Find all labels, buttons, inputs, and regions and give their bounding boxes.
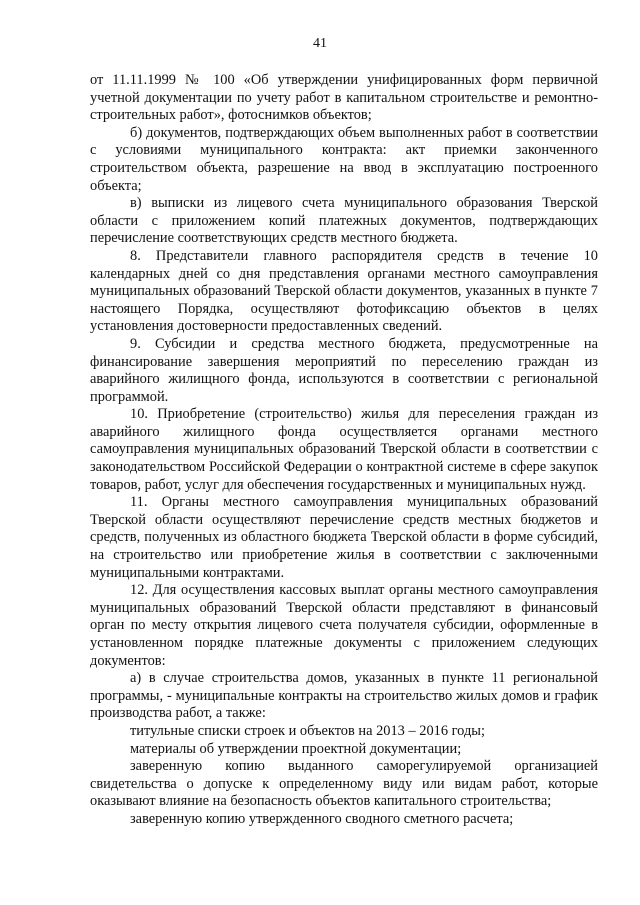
paragraph-12: 12. Для осуществления кассовых выплат органы местного самоуправления муниципальных образований Тверской области представляют в финансовый орган по месту открытия лицевого счета получателя субсидии, оформленные в установленном порядке платежные документы с приложением следующих документов: [90,582,598,669]
paragraph-11: 11. Органы местного самоуправления муниципальных образований Тверской области осуществляют перечисление средств местных бюджетов и средств, полученных из областного бюджета Тверской области в форме субсидий, на строительство или приобретение жилья в соответствии с заключенными муниципальными контрактами. [90,494,598,581]
list-item-title-lists: титульные списки строек и объектов на 2013 – 2016 годы; [130,722,485,739]
paragraph-10: 10. Приобретение (строительство) жилья для переселения граждан из аварийного жилищного фонда осуществляется органами местного самоуправления муниципальных образований Тверской области в соответствии с законодательством Российской Федерации о контрактной системе в сфере закупок товаров, работ, услуг для обеспечения государственных и муниципальных нужд. [90,406,598,493]
list-item-estimate-copy: заверенную копию утвержденного сводного сметного расчета; [130,810,514,827]
document-body [90,72,598,829]
page-number: 41 [313,36,327,51]
paragraph-9: 9. Субсидии и средства местного бюджета, предусмотренные на финансирование завершения мероприятий по переселению граждан из аварийного жилищного фонда, используются в соответствии с региональной программой. [90,335,598,405]
paragraph-item-v: в) выписки из лицевого счета муниципального образования Тверской области с приложением копий платежных документов, подтверждающих перечисление соответствующих средств местного бюджета. [90,195,598,247]
list-item-sro-certificate: заверенную копию выданного саморегулируемой организацией свидетельства о допуске к определенному виду или видам работ, которые оказывают влияние на безопасность объектов капитального строительства; [90,758,598,810]
paragraph-item-b: б) документов, подтверждающих объем выполненных работ в соответствии с условиями муниципального контракта: акт приемки законченного строительством объекта, разрешение на ввод в эксплуатацию построенного объекта; [90,124,598,194]
paragraph-continuation: от 11.11.1999 № 100 «Об утверждении унифицированных форм первичной учетной документации по учету работ в капитальном строительстве и ремонтно-строительных работ», фотоснимков объектов; [90,72,598,124]
paragraph-8: 8. Представители главного распорядителя средств в течение 10 календарных дней со дня представления органами местного самоуправления муниципальных образований Тверской области документов, указанных в пункте 7 настоящего Порядка, осуществляют фотофиксацию объектов в целях установления достоверности предоставленных сведений. [90,247,598,335]
list-item-project-docs: материалы об утверждении проектной документации; [130,740,462,757]
paragraph-item-a: а) в случае строительства домов, указанных в пункте 11 региональной программы, - муниципальные контракты на строительство жилых домов и график производства работ, а также: [90,670,598,722]
